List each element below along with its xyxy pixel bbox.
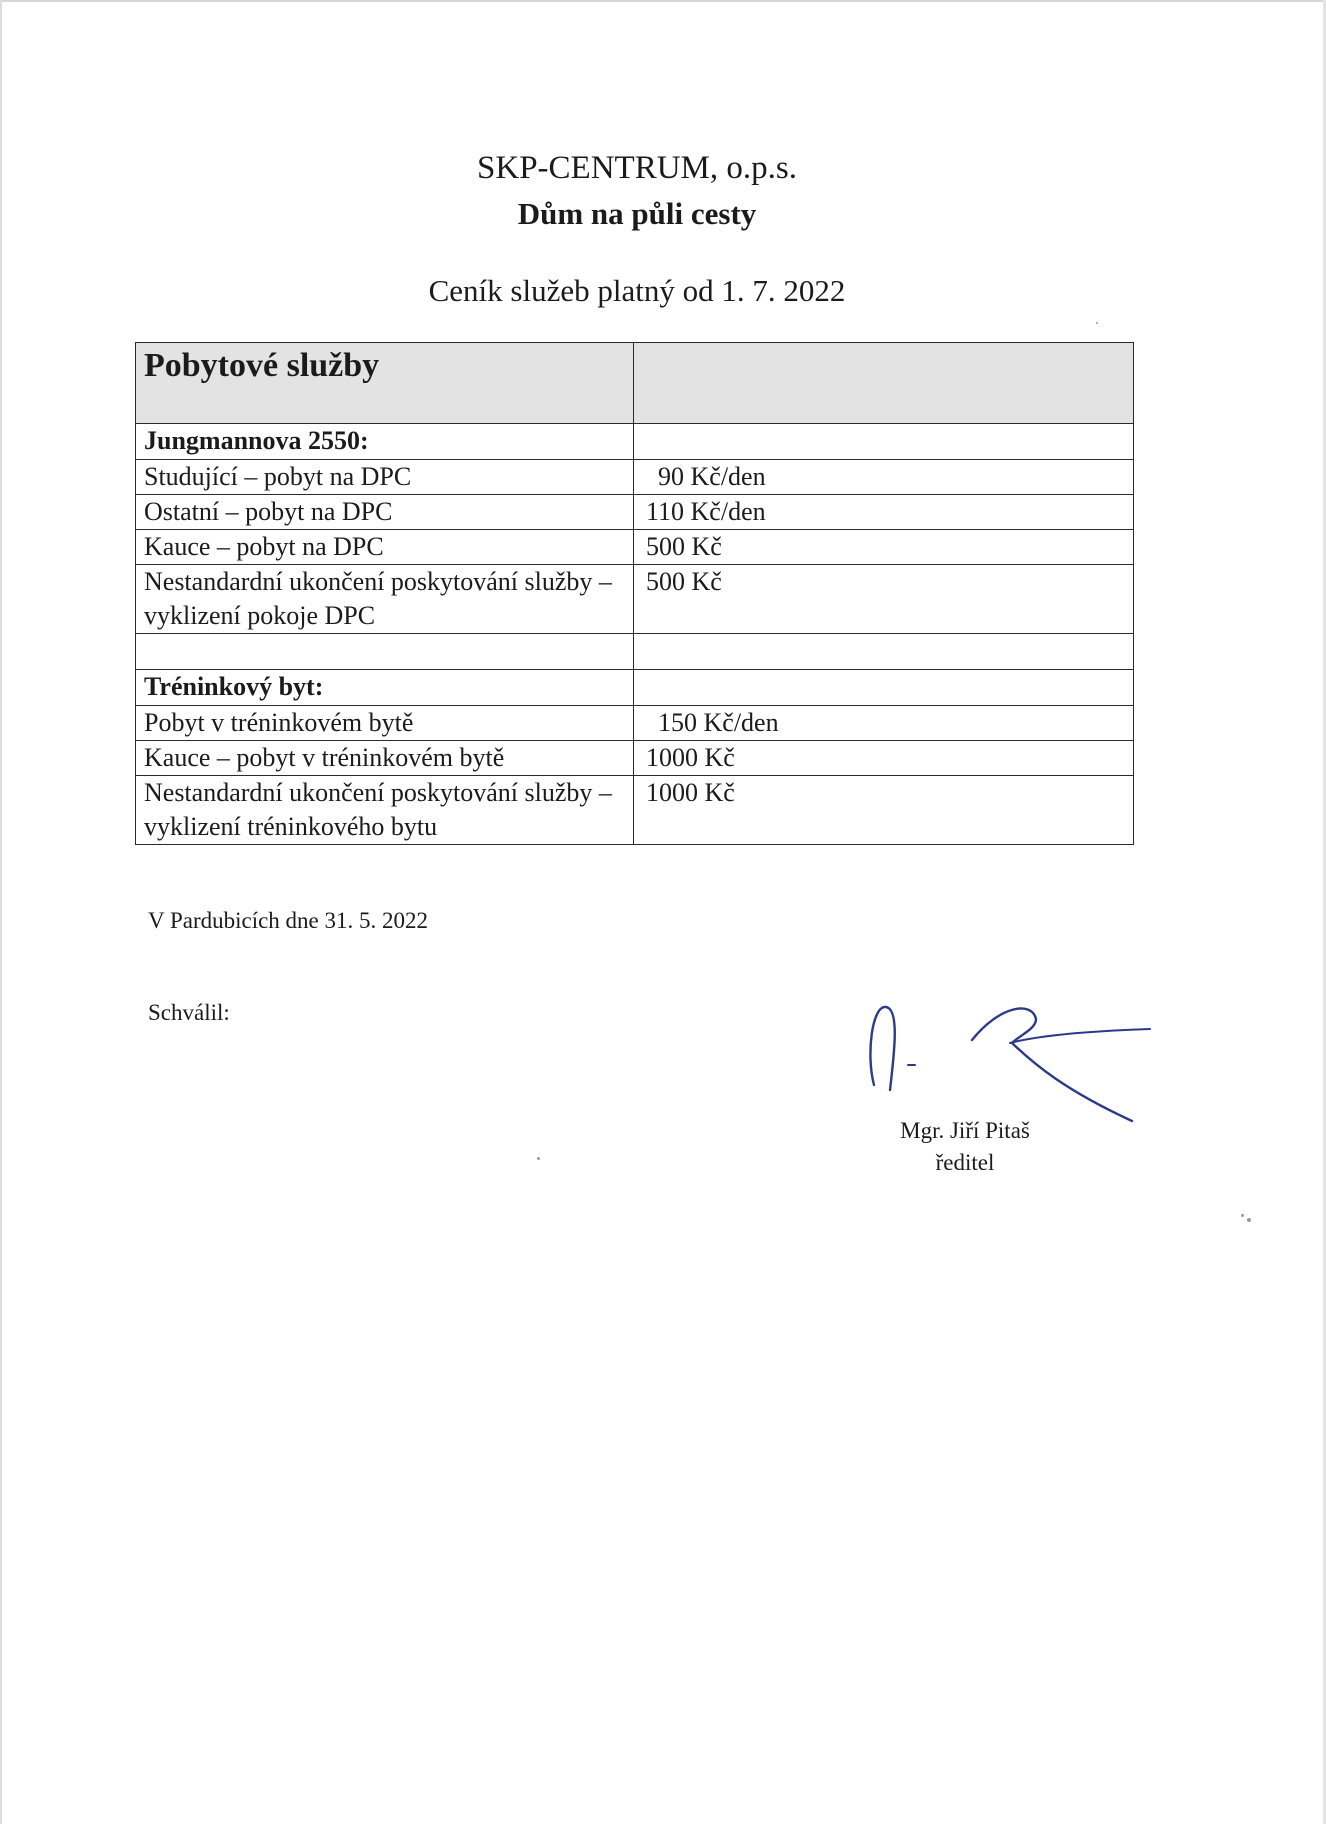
signatory-block <box>860 1115 1070 1179</box>
service-price: 500 Kč <box>634 530 1134 565</box>
service-item: Nestandardní ukončení poskytování služby – vyklizení pokoje DPC <box>136 565 634 634</box>
table-row <box>136 530 1134 565</box>
table-row <box>136 495 1134 530</box>
signatory-name: Mgr. Jiří Pitaš <box>900 1118 1030 1143</box>
section-row <box>136 670 1134 706</box>
service-price: 1000 Kč <box>634 741 1134 776</box>
signatory-role: ředitel <box>935 1150 995 1175</box>
table-heading: Pobytové služby <box>136 343 634 424</box>
place-and-date: V Pardubicích dne 31. 5. 2022 <box>148 908 429 933</box>
spacer-cell <box>136 634 634 670</box>
service-price: 1000 Kč <box>634 776 1134 845</box>
handwritten-signature <box>860 995 1160 1135</box>
spacer-cell <box>634 634 1134 670</box>
scan-speck <box>537 1157 540 1160</box>
scan-speck <box>1247 1218 1251 1222</box>
table-row <box>136 565 1134 634</box>
document-subtitle: Dům na půli cesty <box>517 196 757 231</box>
table-header-row <box>136 343 1134 424</box>
scan-speck <box>1096 322 1098 324</box>
table-row <box>136 706 1134 741</box>
pricelist-title: Ceník služeb platný od 1. 7. 2022 <box>428 273 846 308</box>
organization-name: SKP-CENTRUM, o.p.s. <box>477 150 797 186</box>
service-price: 500 Kč <box>634 565 1134 634</box>
page-edge-top <box>0 0 1326 2</box>
service-price: 110 Kč/den <box>634 495 1134 530</box>
table-row <box>136 741 1134 776</box>
service-item: Nestandardní ukončení poskytování služby – vyklizení tréninkového bytu <box>136 776 634 845</box>
section-price-empty <box>634 670 1134 706</box>
scan-speck <box>1241 1214 1244 1217</box>
service-item: Kauce – pobyt v tréninkovém bytě <box>136 741 634 776</box>
price-table <box>135 342 1134 845</box>
section-title: Tréninkový byt: <box>136 670 634 706</box>
spacer-row <box>136 634 1134 670</box>
service-price: 90 Kč/den <box>634 460 1134 495</box>
service-item: Ostatní – pobyt na DPC <box>136 495 634 530</box>
section-price-empty <box>634 424 1134 460</box>
table-heading-price <box>634 343 1134 424</box>
service-item: Pobyt v tréninkovém bytě <box>136 706 634 741</box>
service-price: 150 Kč/den <box>634 706 1134 741</box>
section-row <box>136 424 1134 460</box>
service-item: Kauce – pobyt na DPC <box>136 530 634 565</box>
section-title: Jungmannova 2550: <box>136 424 634 460</box>
table-row <box>136 460 1134 495</box>
approved-by-label: Schválil: <box>148 1000 230 1025</box>
service-item: Studující – pobyt na DPC <box>136 460 634 495</box>
table-row <box>136 776 1134 845</box>
